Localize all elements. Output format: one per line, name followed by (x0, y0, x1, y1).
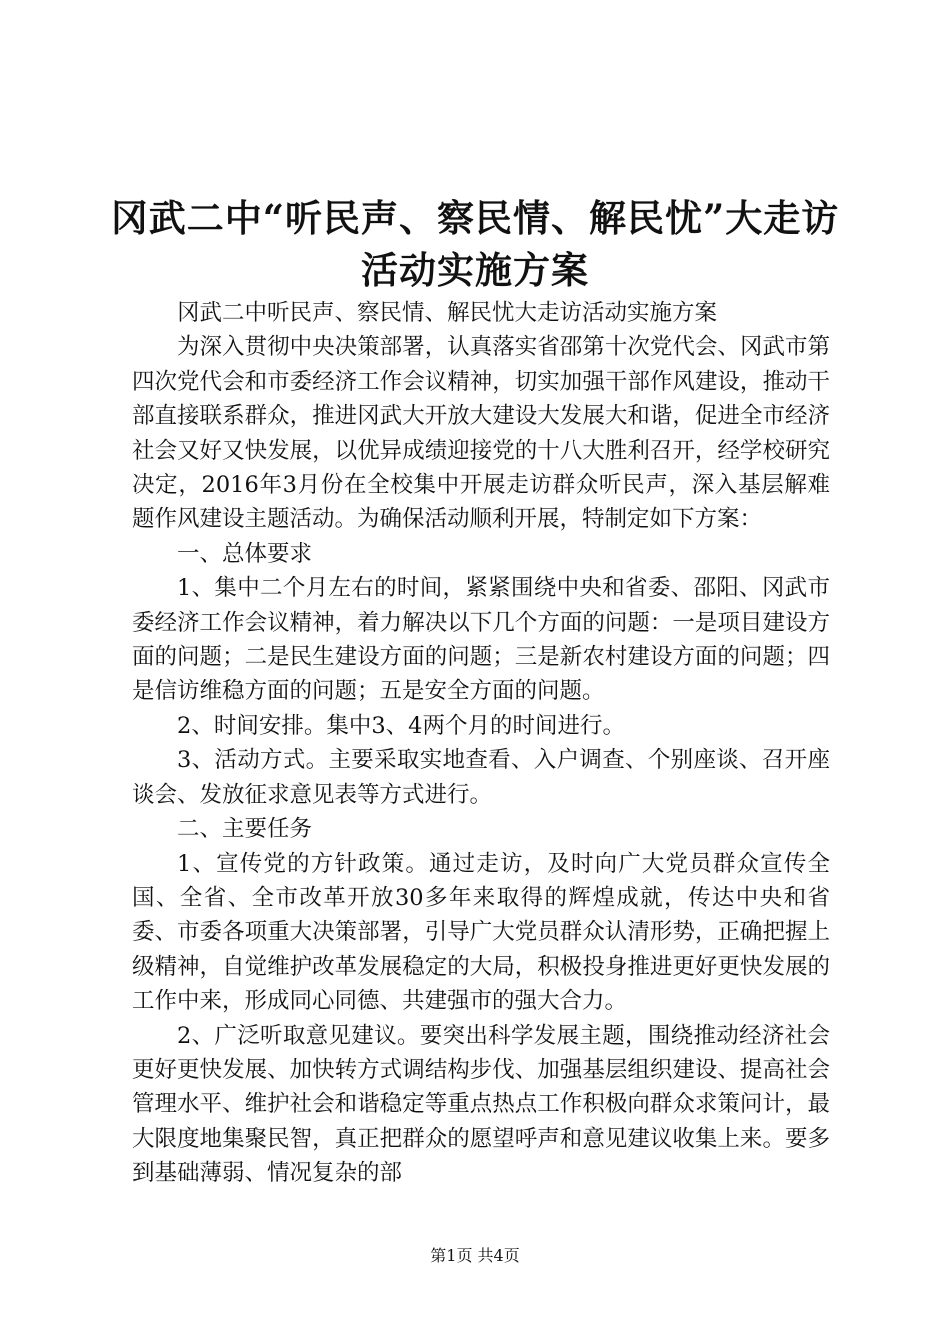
page-number-footer: 第1页 共4页 (430, 1246, 520, 1265)
body-paragraph: 3、活动方式。主要采取实地查看、入户调查、个别座谈、召开座谈会、发放征求意见表等方式进行。 (132, 747, 830, 808)
section-heading-2: 二、主要任务 (177, 816, 313, 843)
section-heading-1: 一、总体要求 (177, 540, 313, 567)
body-paragraph: 1、集中二个月左右的时间，紧紧围绕中央和省委、邵阳、冈武市委经济工作会议精神，着力解决以下几个方面的问题：一是项目建设方面的问题；二是民生建设方面的问题；三是新农村建设方面的问题；四是信访维稳方面的问题；五是安全方面的问题。 (132, 575, 830, 705)
subtitle-paragraph: 冈武二中听民声、察民情、解民忧大走访活动实施方案 (177, 300, 718, 326)
intro-paragraph: 为深入贯彻中央决策部署，认真落实省邵第十次党代会、冈武市第四次党代会和市委经济工作会议精神，切实加强干部作风建设，推动干部直接联系群众，推进冈武大开放大建设大发展大和谐，促进全市经济社会又好又快发展，以优异成绩迎接党的十八大胜利召开，经学校研究决定，2016年3月份在全校集中开展走访群众听民声，深入基层解难题作风建设主题活动。为确保活动顺利开展，特制定如下方案： (132, 334, 830, 533)
body-paragraph: 2、时间安排。集中3、4两个月的时间进行。 (177, 712, 625, 739)
document-body (132, 296, 830, 1191)
document-title-line-2: 活动实施方案 (361, 248, 589, 292)
document-title-line-1: 冈武二中“听民声、察民情、解民忧”大走访 (110, 196, 840, 240)
body-paragraph: 1、宣传党的方针政策。通过走访，及时向广大党员群众宣传全国、全省、全市改革开放30多年来取得的辉煌成就，传达中央和省委、市委各项重大决策部署，引导广大党员群众认清形势，正确把握上级精神，自觉维护改革发展稳定的大局，积极投身推进更好更快发展的工作中来，形成同心同德、共建强市的强大合力。 (132, 850, 830, 1015)
body-paragraph: 2、广泛听取意见建议。要突出科学发展主题，围绕推动经济社会更好更快发展、加快转方式调结构步伐、加强基层组织建设、提高社会管理水平、维护社会和谐稳定等重点热点工作积极向群众求策问计，最大限度地集聚民智，真正把群众的愿望呼声和意见建议收集上来。要多到基础薄弱、情况复杂的部 (132, 1022, 830, 1187)
